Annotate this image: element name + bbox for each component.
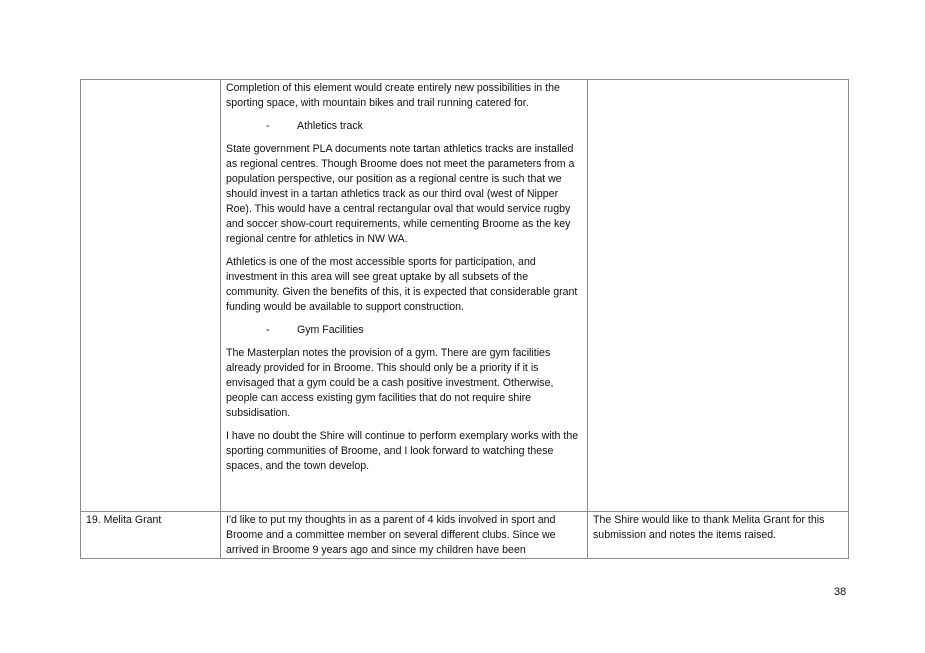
response-text: The Shire would like to thank Melita Grant for this submission and notes the items raised. [593, 514, 825, 541]
paragraph: Athletics is one of the most accessible sports for participation, and investment in this area will see great uptake by all subsets of the community. Given the benefits of this, it is expected that considerable grant funding would be available to support construction. [226, 256, 578, 313]
submitter-cell [81, 512, 221, 559]
bullet-text: Gym Facilities [297, 324, 364, 336]
submitter-name [81, 80, 220, 81]
submission-cell [221, 512, 588, 559]
paragraph: The Masterplan notes the provision of a gym. There are gym facilities already provided for in Broome. This should only be a priority if it is envisaged that a gym could be a cash positive investment. Otherwise, people can access existing gym facilities that do not require shire subsidisation. [226, 347, 554, 419]
response-cell [588, 80, 849, 512]
bullet-item [226, 323, 583, 338]
submitter-cell [81, 80, 221, 512]
page-number: 38 [834, 586, 847, 598]
paragraph: State government PLA documents note tartan athletics tracks are installed as regional centres. Though Broome does not meet the parameters from a population perspective, our position as a regional centre is such that we should invest in a tartan athletics track as our third oval (west of Nipper Roe). This would have a central rectangular oval that would service rugby and soccer show-court requirements, while cementing Broome as the key regional centre for athletics in NW WA. [226, 143, 575, 245]
submitter-name: 19. Melita Grant [86, 514, 162, 526]
bullet-item [226, 119, 583, 134]
paragraph: I have no doubt the Shire will continue to perform exemplary works with the sporting communities of Broome, and I look forward to watching these spaces, and the town develop. [226, 430, 579, 472]
bullet-dash: - [266, 324, 270, 336]
table-row [81, 512, 849, 559]
submissions-table [80, 79, 849, 559]
submission-cell [221, 80, 588, 512]
bullet-text: Athletics track [297, 120, 363, 132]
response-cell [588, 512, 849, 559]
table-row [81, 80, 849, 512]
paragraph: Completion of this element would create entirely new possibilities in the sporting space, with mountain bikes and trail running catered for. [226, 82, 560, 109]
bullet-dash: - [266, 120, 270, 132]
submission-text: I'd like to put my thoughts in as a parent of 4 kids involved in sport and Broome and a committee member on several different clubs. Since we arrived in Broome 9 years ago and since my children have been [226, 514, 556, 556]
response-text [588, 80, 848, 81]
